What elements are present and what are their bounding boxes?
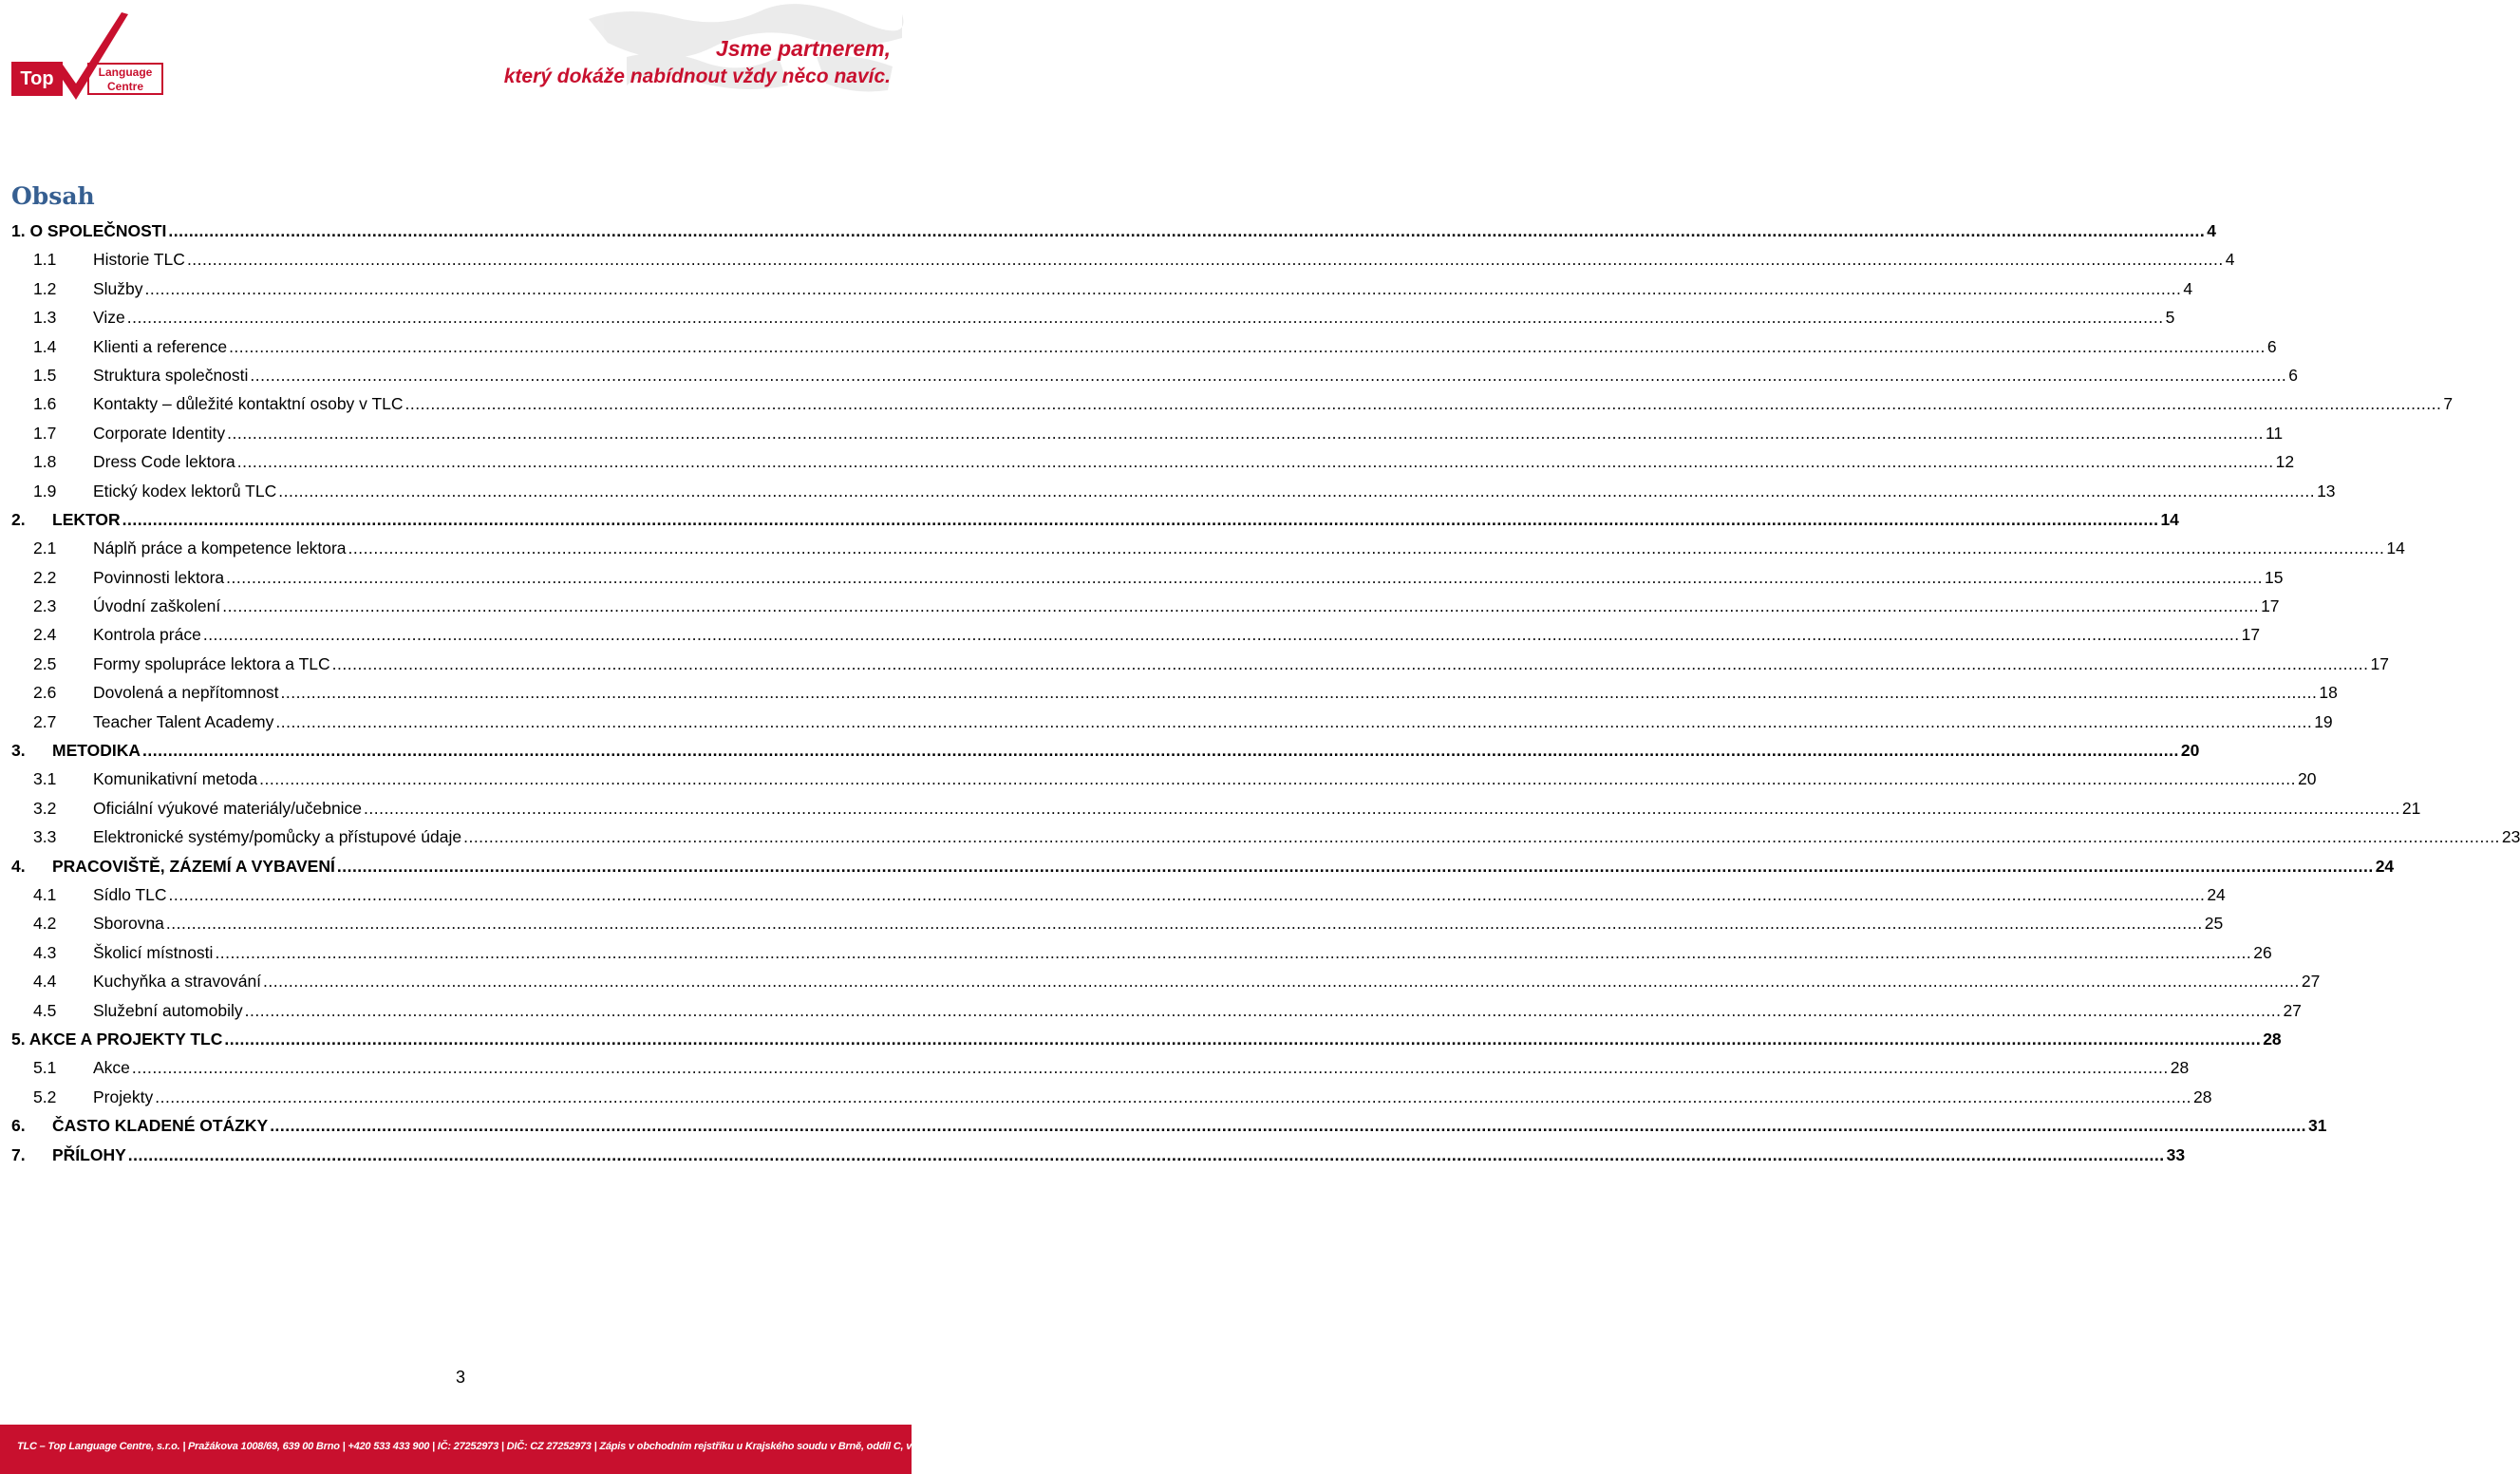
table-of-contents [11, 217, 2520, 1169]
toc-entry-line [93, 389, 2454, 418]
toc-entry-page: 28 [2170, 1058, 2190, 1078]
toc-dot-leader: ................................................................................................................................................................................................................................................................................................................................................................................................................ [168, 221, 2206, 240]
toc-entry-section[interactable] [11, 245, 2235, 274]
toc-entry-number: 1.5 [33, 365, 57, 385]
toc-entry-line [93, 563, 2284, 592]
toc-dot-leader: ................................................................................................................................................................................................................................................................................................................................................................................................................ [155, 1087, 2192, 1106]
toc-entry-number: 1.7 [33, 423, 57, 443]
toc-entry-page: 31 [2308, 1116, 2327, 1136]
toc-entry-section[interactable] [11, 447, 2295, 476]
toc-entry-line [11, 217, 2216, 245]
toc-dot-leader: ................................................................................................................................................................................................................................................................................................................................................................................................................ [227, 423, 2264, 443]
toc-entry-number: 1.9 [33, 481, 57, 501]
toc-entry-line [52, 1111, 2327, 1140]
toc-entry-label: Klienti a reference [93, 336, 228, 356]
toc-entry-label: Struktura společnosti [93, 365, 249, 385]
toc-entry-number: 2.1 [33, 539, 57, 558]
toc-entry-page: 20 [2297, 769, 2317, 789]
toc-entry-number: 2.6 [33, 683, 57, 703]
toc-entry-line [93, 534, 2405, 562]
toc-entry-label: Vize [93, 308, 125, 328]
toc-entry-section[interactable] [11, 1053, 2190, 1082]
toc-entry-section[interactable] [11, 708, 2333, 736]
toc-entry-section[interactable] [11, 620, 2261, 649]
toc-entry-label: Komunikativní metoda [93, 769, 258, 789]
toc-entry-line [93, 938, 2272, 967]
toc-entry-page: 18 [2319, 683, 2338, 703]
toc-entry-line [93, 592, 2280, 620]
toc-entry-section[interactable] [11, 303, 2175, 331]
toc-entry-page: 6 [2266, 336, 2277, 356]
company-slogan [504, 34, 891, 91]
toc-entry-line [93, 880, 2226, 909]
toc-entry-line [93, 678, 2338, 707]
toc-dot-leader: ................................................................................................................................................................................................................................................................................................................................................................................................................ [131, 1058, 2169, 1078]
toc-entry-section[interactable] [11, 880, 2226, 909]
toc-dot-leader: ................................................................................................................................................................................................................................................................................................................................................................................................................ [259, 769, 2296, 789]
toc-entry-label: PŘÍLOHY [52, 1144, 126, 1164]
toc-entry-number: 2.5 [33, 653, 57, 673]
toc-entry-number: 4.2 [33, 914, 57, 934]
toc-entry-number: 1.1 [33, 250, 57, 270]
toc-entry-page: 33 [2166, 1144, 2186, 1164]
toc-title: Obsah [11, 182, 95, 210]
toc-entry-label: Služby [93, 278, 143, 298]
toc-dot-leader: ................................................................................................................................................................................................................................................................................................................................................................................................................ [126, 308, 2164, 328]
toc-entry-section[interactable] [11, 592, 2280, 620]
toc-dot-leader: ................................................................................................................................................................................................................................................................................................................................................................................................................ [275, 711, 2313, 731]
toc-entry-number: 3. [11, 741, 26, 761]
toc-entry-page: 5 [2165, 308, 2175, 328]
toc-dot-leader: ................................................................................................................................................................................................................................................................................................................................................................................................................ [142, 741, 2179, 761]
toc-entry-label: Sborovna [93, 914, 164, 934]
toc-entry-line [93, 620, 2261, 649]
toc-dot-leader: ................................................................................................................................................................................................................................................................................................................................................................................................................ [168, 884, 2206, 904]
toc-entry-number: 6. [11, 1116, 26, 1136]
toc-entry-section[interactable] [11, 909, 2224, 937]
top-language-centre-logo [9, 9, 171, 100]
toc-entry-label: Kontrola práce [93, 625, 201, 645]
toc-entry-line [93, 650, 2389, 678]
toc-dot-leader: ................................................................................................................................................................................................................................................................................................................................................................................................................ [215, 942, 2252, 962]
toc-entry-label: Etický kodex lektorů TLC [93, 481, 277, 501]
toc-dot-leader: ................................................................................................................................................................................................................................................................................................................................................................................................................ [364, 798, 2400, 818]
toc-entry-section[interactable] [11, 274, 2193, 303]
toc-entry-page: 27 [2283, 1000, 2302, 1020]
slogan-line-1: Jsme partnerem, [715, 36, 891, 61]
toc-entry-chapter[interactable] [11, 1111, 2327, 1140]
toc-dot-leader: ................................................................................................................................................................................................................................................................................................................................................................................................................ [250, 365, 2287, 385]
toc-entry-line [52, 1141, 2186, 1169]
toc-entry-page: 24 [2207, 884, 2226, 904]
toc-entry-label: Akce [93, 1058, 130, 1078]
toc-entry-page: 17 [2370, 653, 2389, 673]
toc-entry-line [93, 332, 2277, 361]
toc-entry-number: 2.7 [33, 711, 57, 731]
toc-entry-number: 1.3 [33, 308, 57, 328]
toc-entry-line [93, 708, 2333, 736]
toc-entry-page: 12 [2275, 452, 2295, 472]
toc-dot-leader: ................................................................................................................................................................................................................................................................................................................................................................................................................ [186, 250, 2224, 270]
toc-dot-leader: ................................................................................................................................................................................................................................................................................................................................................................................................................ [463, 827, 2500, 847]
toc-entry-section[interactable] [11, 822, 2520, 851]
toc-entry-line [93, 996, 2302, 1025]
toc-entry-page: 28 [2263, 1029, 2282, 1049]
toc-dot-leader: ................................................................................................................................................................................................................................................................................................................................................................................................................ [348, 539, 2385, 558]
slogan-line-2: který dokáže nabídnout vždy něco navíc. [503, 66, 891, 87]
toc-entry-label: Teacher Talent Academy [93, 711, 274, 731]
toc-entry-number: 3.3 [33, 827, 57, 847]
toc-entry-label: 1. O SPOLEČNOSTI [11, 221, 167, 240]
toc-entry-label: Projekty [93, 1087, 154, 1106]
toc-entry-label: LEKTOR [52, 509, 121, 529]
toc-entry-label: Corporate Identity [93, 423, 226, 443]
toc-entry-section[interactable] [11, 361, 2298, 389]
toc-dot-leader: ................................................................................................................................................................................................................................................................................................................................................................................................................ [127, 1144, 2165, 1164]
toc-entry-number: 5.1 [33, 1058, 57, 1078]
toc-entry-line [52, 736, 2200, 765]
toc-entry-page: 25 [2204, 914, 2224, 934]
toc-entry-label: Dress Code lektora [93, 452, 235, 472]
toc-dot-leader: ................................................................................................................................................................................................................................................................................................................................................................................................................ [263, 972, 2300, 992]
toc-dot-leader: ................................................................................................................................................................................................................................................................................................................................................................................................................ [278, 481, 2316, 501]
toc-entry-line [93, 303, 2175, 331]
toc-entry-number: 3.2 [33, 798, 57, 818]
page-footer [0, 1425, 1027, 1474]
toc-dot-leader: ................................................................................................................................................................................................................................................................................................................................................................................................................ [270, 1116, 2307, 1136]
toc-entry-label: Úvodní zaškolení [93, 596, 221, 616]
toc-entry-section[interactable] [11, 996, 2302, 1025]
toc-entry-page: 17 [2241, 625, 2261, 645]
toc-entry-page: 24 [2375, 856, 2395, 876]
toc-entry-page: 6 [2288, 365, 2298, 385]
toc-entry-line [93, 967, 2321, 995]
toc-entry-page: 15 [2264, 567, 2284, 587]
footer-company-info: TLC – Top Language Centre, s.r.o. | Pražákova 1008/69, 639 00 Brno | +420 533 433 900 | IČ: 27252973 | DIČ: CZ 27252973 | Zápis v obchodním rejstříku u Krajského soudu v Brně, oddíl C, vložka 51914 | www.tlc.cz [17, 1441, 1027, 1452]
toc-entry-line [93, 822, 2520, 851]
toc-entry-number: 4.4 [33, 972, 57, 992]
toc-entry-line [52, 852, 2395, 880]
toc-entry-number: 1.2 [33, 278, 57, 298]
toc-entry-page: 20 [2180, 741, 2200, 761]
toc-entry-section[interactable] [11, 332, 2277, 361]
toc-entry-section[interactable] [11, 650, 2389, 678]
toc-entry-label: 5. AKCE A PROJEKTY TLC [11, 1029, 223, 1049]
toc-dot-leader: ................................................................................................................................................................................................................................................................................................................................................................................................................ [236, 452, 2274, 472]
toc-entry-number: 1.4 [33, 336, 57, 356]
toc-entry-section[interactable] [11, 477, 2336, 505]
toc-entry-chapter[interactable] [11, 1141, 2186, 1169]
logo-language-text: Language [98, 66, 153, 79]
toc-entry-line [93, 477, 2336, 505]
toc-entry-label: METODIKA [52, 741, 141, 761]
toc-entry-section[interactable] [11, 389, 2454, 418]
toc-entry-line [93, 909, 2224, 937]
toc-entry-section[interactable] [11, 967, 2321, 995]
toc-entry-section[interactable] [11, 419, 2284, 447]
toc-entry-label: Služební automobily [93, 1000, 243, 1020]
toc-dot-leader: ................................................................................................................................................................................................................................................................................................................................................................................................................ [244, 1000, 2282, 1020]
toc-entry-label: Oficiální výukové materiály/učebnice [93, 798, 363, 818]
toc-entry-page: 28 [2193, 1087, 2212, 1106]
toc-entry-page: 26 [2253, 942, 2272, 962]
toc-entry-page: 23 [2501, 827, 2520, 847]
toc-dot-leader: ................................................................................................................................................................................................................................................................................................................................................................................................................ [144, 278, 2182, 298]
toc-entry-chapter[interactable] [11, 852, 2395, 880]
toc-entry-section[interactable] [11, 765, 2317, 793]
toc-entry-line [93, 794, 2421, 822]
toc-entry-number: 1.8 [33, 452, 57, 472]
toc-entry-page: 21 [2401, 798, 2421, 818]
toc-entry-line [11, 1025, 2282, 1053]
toc-dot-leader: ................................................................................................................................................................................................................................................................................................................................................................................................................ [226, 567, 2263, 587]
toc-entry-section[interactable] [11, 938, 2272, 967]
toc-dot-leader: ................................................................................................................................................................................................................................................................................................................................................................................................................ [122, 509, 2159, 529]
toc-dot-leader: ................................................................................................................................................................................................................................................................................................................................................................................................................ [331, 653, 2369, 673]
toc-dot-leader: ................................................................................................................................................................................................................................................................................................................................................................................................................ [404, 394, 2442, 414]
toc-dot-leader: ................................................................................................................................................................................................................................................................................................................................................................................................................ [165, 914, 2203, 934]
toc-dot-leader: ................................................................................................................................................................................................................................................................................................................................................................................................................ [336, 856, 2374, 876]
toc-entry-line [93, 274, 2193, 303]
toc-entry-page: 13 [2317, 481, 2336, 501]
page-number: 3 [455, 1368, 465, 1387]
toc-entry-number: 4.5 [33, 1000, 57, 1020]
toc-entry-page: 27 [2301, 972, 2321, 992]
toc-entry-section[interactable] [11, 794, 2421, 822]
toc-entry-chapter[interactable] [11, 736, 2200, 765]
toc-entry-line [93, 361, 2298, 389]
toc-entry-page: 17 [2261, 596, 2280, 616]
toc-entry-chapter[interactable] [11, 217, 2216, 245]
toc-entry-line [52, 505, 2179, 534]
page-header [0, 0, 912, 114]
toc-entry-number: 2.2 [33, 567, 57, 587]
toc-entry-number: 2. [11, 509, 26, 529]
toc-dot-leader: ................................................................................................................................................................................................................................................................................................................................................................................................................ [224, 1029, 2262, 1049]
toc-dot-leader: ................................................................................................................................................................................................................................................................................................................................................................................................................ [202, 625, 2240, 645]
toc-entry-label: Povinnosti lektora [93, 567, 225, 587]
toc-dot-leader: ................................................................................................................................................................................................................................................................................................................................................................................................................ [280, 683, 2318, 703]
toc-dot-leader: ................................................................................................................................................................................................................................................................................................................................................................................................................ [229, 336, 2266, 356]
toc-entry-number: 4. [11, 856, 26, 876]
toc-entry-label: Kuchyňka a stravování [93, 972, 262, 992]
toc-entry-line [93, 447, 2295, 476]
toc-entry-section[interactable] [11, 1083, 2212, 1111]
toc-entry-number: 1.6 [33, 394, 57, 414]
toc-dot-leader: ................................................................................................................................................................................................................................................................................................................................................................................................................ [222, 596, 2260, 616]
toc-entry-page: 4 [2183, 278, 2193, 298]
toc-entry-label: Formy spolupráce lektora a TLC [93, 653, 330, 673]
toc-entry-label: Školicí místnosti [93, 942, 214, 962]
toc-entry-section[interactable] [11, 678, 2338, 707]
toc-entry-label: Historie TLC [93, 250, 185, 270]
toc-entry-number: 4.3 [33, 942, 57, 962]
toc-entry-label: Dovolená a nepřítomnost [93, 683, 279, 703]
toc-entry-line [93, 419, 2284, 447]
logo-language-centre [87, 63, 163, 95]
toc-entry-label: ČASTO KLADENÉ OTÁZKY [52, 1116, 269, 1136]
toc-entry-page: 19 [2314, 711, 2333, 731]
toc-entry-label: Sídlo TLC [93, 884, 167, 904]
toc-entry-section[interactable] [11, 534, 2405, 562]
toc-entry-number: 4.1 [33, 884, 57, 904]
toc-entry-number: 2.4 [33, 625, 57, 645]
toc-entry-page: 14 [2386, 539, 2405, 558]
toc-entry-number: 3.1 [33, 769, 57, 789]
logo-top-text: Top [11, 62, 63, 96]
toc-entry-page: 7 [2443, 394, 2454, 414]
toc-entry-label: Elektronické systémy/pomůcky a přístupové údaje [93, 827, 462, 847]
toc-entry-section[interactable] [11, 563, 2284, 592]
toc-entry-label: Kontakty – důležité kontaktní osoby v TLC [93, 394, 404, 414]
toc-entry-line [93, 1083, 2212, 1111]
logo-centre-text: Centre [106, 80, 143, 93]
toc-entry-number: 7. [11, 1144, 26, 1164]
toc-entry-page: 4 [2207, 221, 2216, 240]
toc-entry-line [93, 245, 2235, 274]
toc-entry-page: 14 [2160, 509, 2179, 529]
toc-entry-page: 4 [2225, 250, 2235, 270]
toc-entry-number: 2.3 [33, 596, 57, 616]
toc-entry-chapter[interactable] [11, 1025, 2282, 1053]
toc-entry-label: PRACOVIŠTĚ, ZÁZEMÍ A VYBAVENÍ [52, 856, 335, 876]
toc-entry-number: 5.2 [33, 1087, 57, 1106]
toc-entry-chapter[interactable] [11, 505, 2179, 534]
toc-entry-line [93, 1053, 2190, 1082]
toc-entry-line [93, 765, 2317, 793]
toc-entry-page: 11 [2265, 423, 2284, 443]
toc-entry-label: Náplň práce a kompetence lektora [93, 539, 347, 558]
